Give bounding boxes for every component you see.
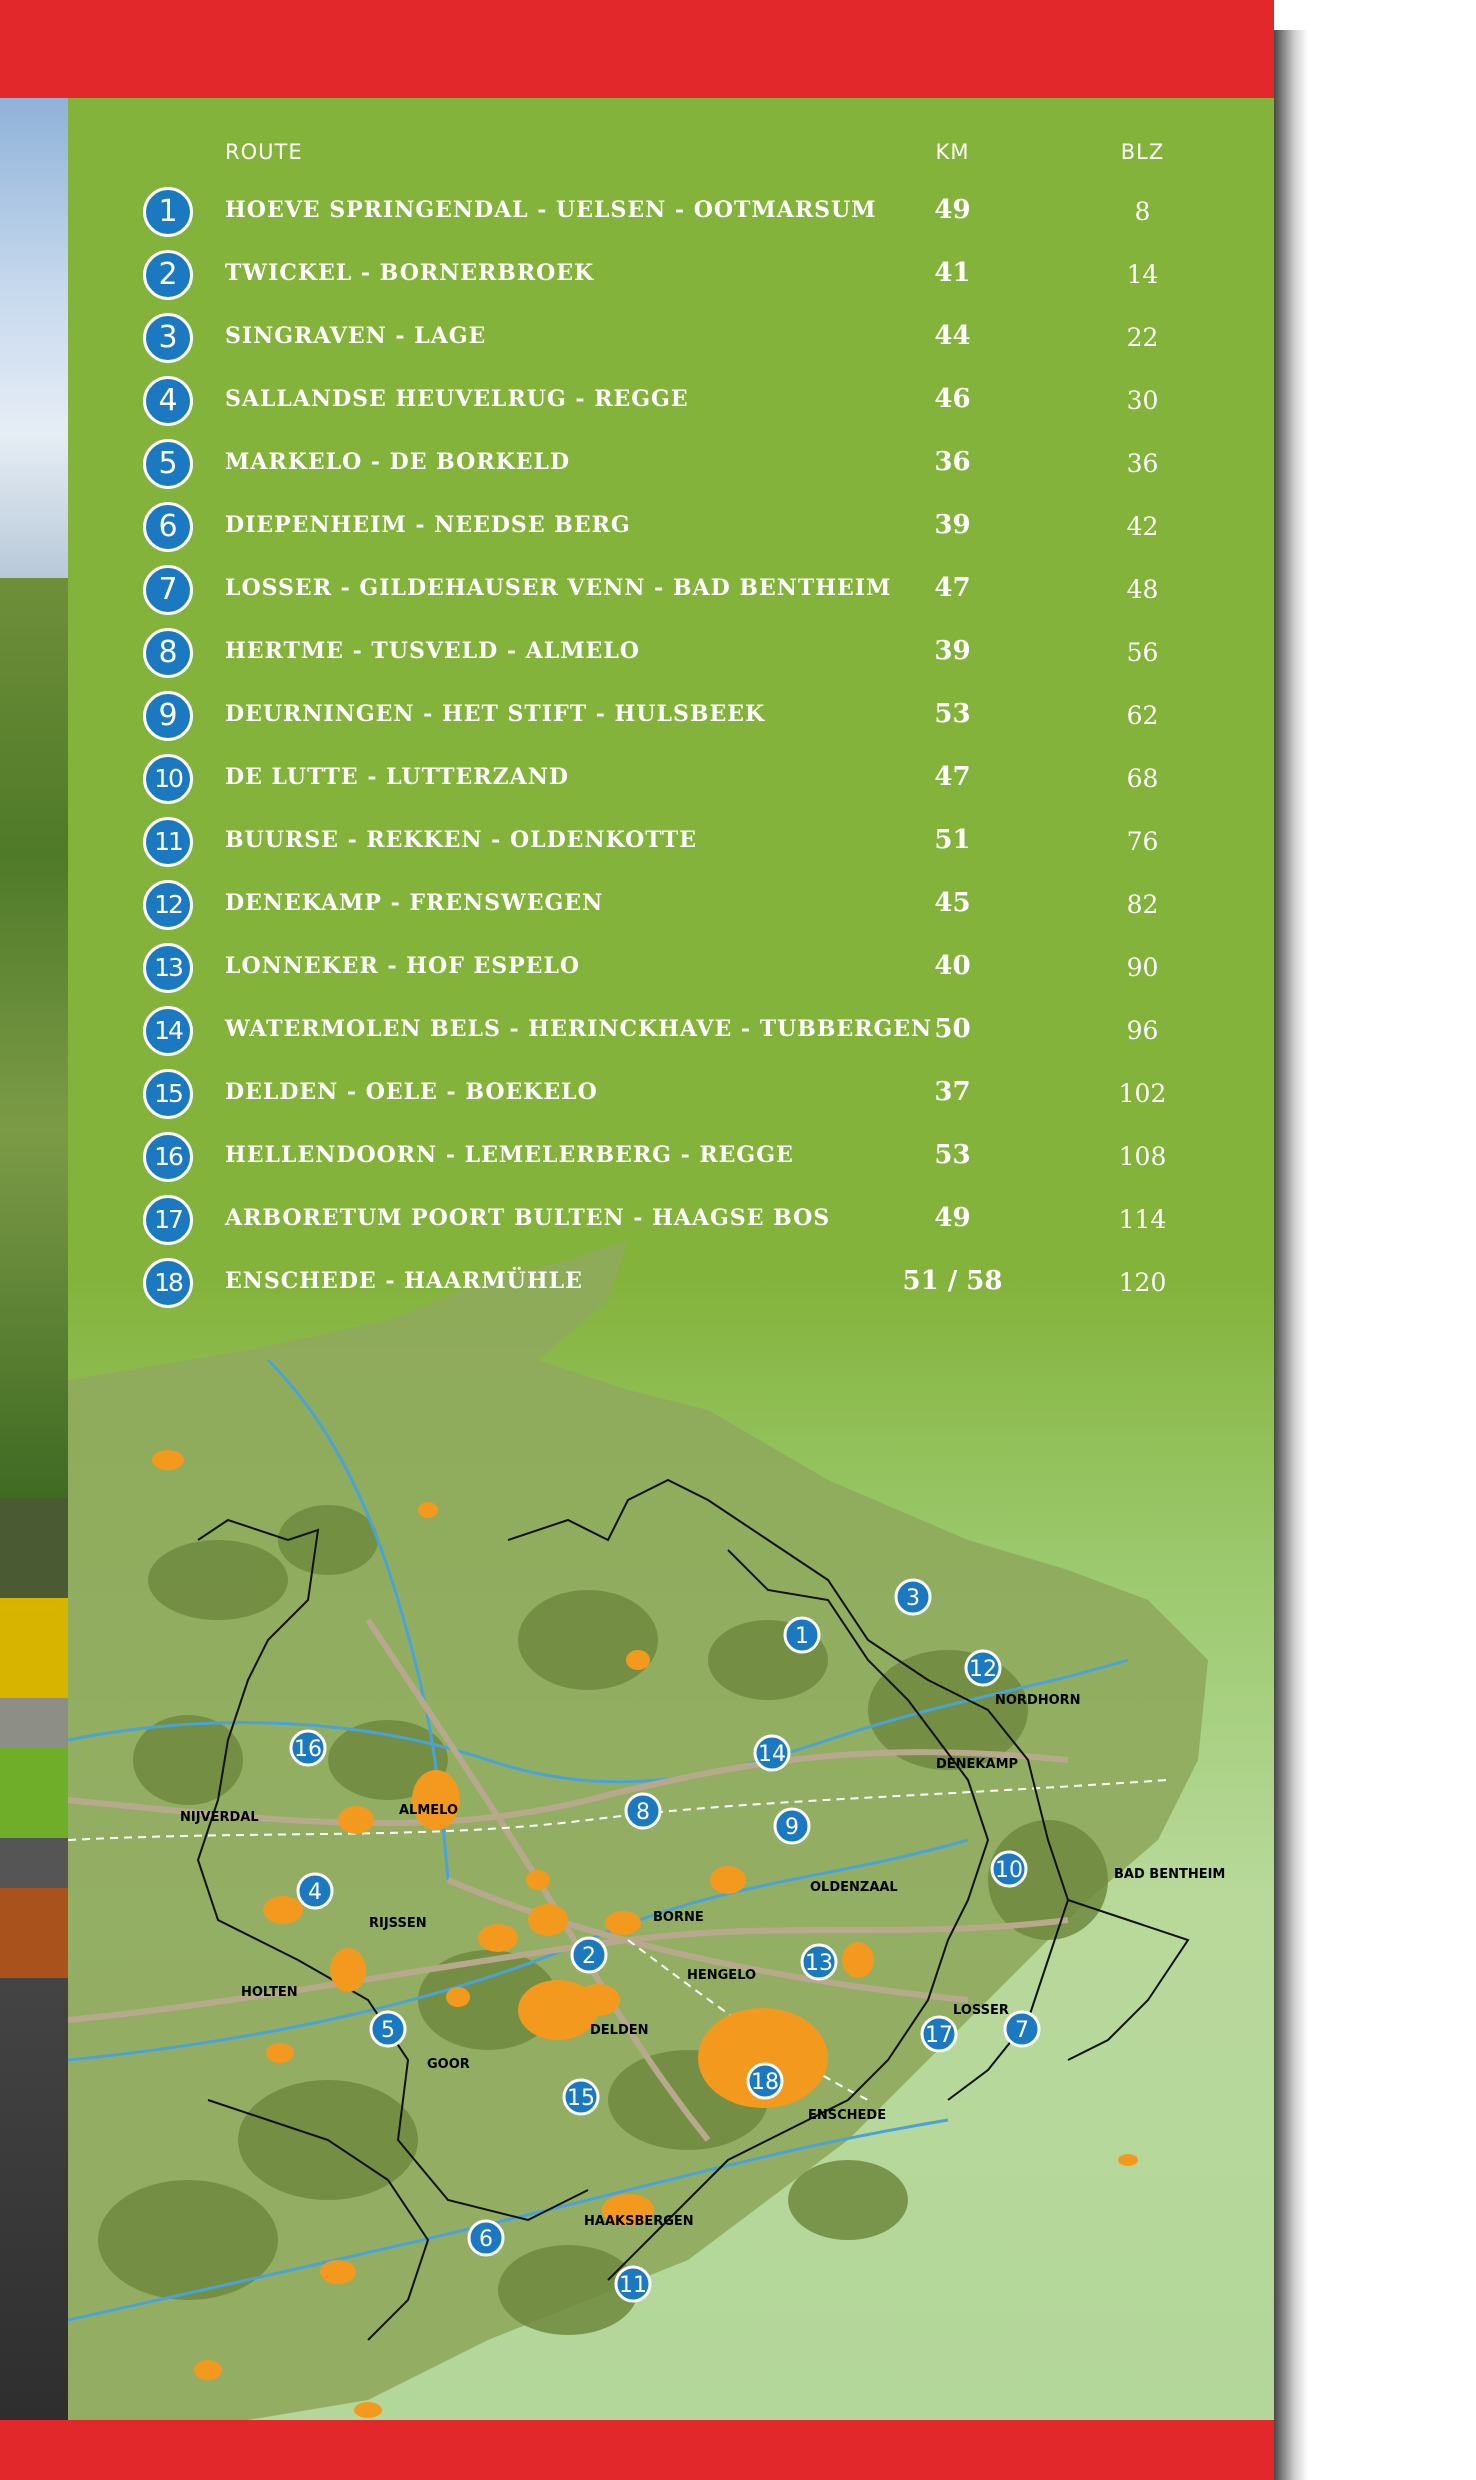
- top-red-band: [0, 0, 1274, 98]
- route-row[interactable]: [0, 309, 1274, 372]
- route-number-badge: 4: [143, 376, 193, 426]
- route-km: 40: [934, 951, 971, 981]
- route-name: MARKELO - DE BORKELD: [225, 449, 571, 475]
- header-km: KM: [935, 140, 970, 164]
- map-marker[interactable]: [775, 1809, 809, 1843]
- route-page: 48: [1126, 575, 1159, 604]
- svg-text:10: 10: [995, 1858, 1023, 1883]
- route-name: LONNEKER - HOF ESPELO: [225, 953, 581, 979]
- map-marker[interactable]: [896, 1580, 930, 1614]
- svg-text:4: 4: [308, 1880, 322, 1905]
- svg-text:2: 2: [582, 1944, 596, 1969]
- route-row[interactable]: [0, 1065, 1274, 1128]
- map-marker[interactable]: [922, 2017, 956, 2051]
- town-label: DELDEN: [590, 2023, 649, 2038]
- route-km: 46: [934, 384, 971, 414]
- svg-text:7: 7: [1015, 2018, 1029, 2043]
- town-label: OLDENZAAL: [810, 1880, 898, 1895]
- route-number-badge: 8: [143, 628, 193, 678]
- map-marker[interactable]: [785, 1618, 819, 1652]
- route-page: 96: [1126, 1016, 1159, 1045]
- town-label: HENGELO: [687, 1968, 757, 1983]
- route-page: 42: [1126, 512, 1159, 541]
- map-marker[interactable]: [616, 2267, 650, 2301]
- route-km: 47: [934, 762, 971, 792]
- svg-text:6: 6: [479, 2227, 493, 2252]
- route-name: WATERMOLEN BELS - HERINCKHAVE - TUBBERGEN: [225, 1016, 933, 1042]
- route-number-badge: 14: [143, 1006, 193, 1056]
- route-row[interactable]: [0, 435, 1274, 498]
- map-marker[interactable]: [564, 2080, 598, 2114]
- route-km: 36: [934, 447, 971, 477]
- route-map: [68, 1240, 1274, 2420]
- map-marker[interactable]: [469, 2221, 503, 2255]
- svg-text:8: 8: [636, 1800, 650, 1825]
- route-km: 53: [934, 699, 971, 729]
- header-route: ROUTE: [225, 140, 303, 164]
- town-label: NORDHORN: [995, 1693, 1081, 1708]
- route-page: 108: [1118, 1142, 1167, 1171]
- route-km: 51 / 58: [902, 1266, 1003, 1296]
- route-row[interactable]: [0, 561, 1274, 624]
- route-number-badge: 12: [143, 880, 193, 930]
- route-km: 37: [934, 1077, 971, 1107]
- route-name: HERTME - TUSVELD - ALMELO: [225, 638, 640, 664]
- map-marker[interactable]: [291, 1731, 325, 1765]
- route-km: 45: [934, 888, 971, 918]
- route-number-badge: 16: [143, 1132, 193, 1182]
- map-marker[interactable]: [992, 1852, 1026, 1886]
- route-km: 49: [934, 1203, 971, 1233]
- route-name: BUURSE - REKKEN - OLDENKOTTE: [225, 827, 697, 853]
- route-km: 41: [934, 258, 971, 288]
- route-page: 120: [1118, 1268, 1167, 1297]
- route-row[interactable]: [0, 246, 1274, 309]
- svg-text:14: 14: [758, 1742, 786, 1767]
- route-number-badge: 18: [143, 1258, 193, 1308]
- route-name: HOEVE SPRINGENDAL - UELSEN - OOTMARSUM: [225, 197, 877, 223]
- route-page: 102: [1118, 1079, 1167, 1108]
- route-number-badge: 15: [143, 1069, 193, 1119]
- town-label: DENEKAMP: [936, 1757, 1019, 1772]
- route-page: 22: [1126, 323, 1159, 352]
- page-shadow: [1274, 30, 1308, 2480]
- route-row[interactable]: [0, 813, 1274, 876]
- route-name: DELDEN - OELE - BOEKELO: [225, 1079, 598, 1105]
- town-label: GOOR: [427, 2057, 470, 2072]
- header-blz: BLZ: [1120, 140, 1165, 164]
- map-marker[interactable]: [755, 1736, 789, 1770]
- map-marker[interactable]: [371, 2012, 405, 2046]
- svg-text:17: 17: [925, 2023, 953, 2048]
- town-label: NIJVERDAL: [180, 1810, 259, 1825]
- bottom-red-band: [0, 2420, 1274, 2480]
- route-number-badge: 2: [143, 250, 193, 300]
- town-label: BORNE: [653, 1910, 704, 1925]
- route-row[interactable]: [0, 1191, 1274, 1254]
- route-page: 62: [1126, 701, 1159, 730]
- map-marker[interactable]: [748, 2064, 782, 2098]
- route-name: ARBORETUM POORT BULTEN - HAAGSE BOS: [225, 1205, 831, 1231]
- route-row[interactable]: [0, 750, 1274, 813]
- route-number-badge: 6: [143, 502, 193, 552]
- route-row[interactable]: [0, 687, 1274, 750]
- route-name: HELLENDOORN - LEMELERBERG - REGGE: [225, 1142, 794, 1168]
- route-number-badge: 7: [143, 565, 193, 615]
- map-marker[interactable]: [802, 1945, 836, 1979]
- route-name: TWICKEL - BORNERBROEK: [225, 260, 595, 286]
- route-page: 8: [1134, 197, 1151, 226]
- route-page: 68: [1126, 764, 1159, 793]
- route-km: 39: [934, 636, 971, 666]
- town-label: ENSCHEDE: [808, 2108, 887, 2123]
- svg-text:12: 12: [969, 1657, 997, 1682]
- route-row[interactable]: [0, 1254, 1274, 1317]
- svg-text:18: 18: [751, 2070, 779, 2095]
- route-km: 51: [934, 825, 971, 855]
- route-row[interactable]: [0, 876, 1274, 939]
- map-marker[interactable]: [298, 1874, 332, 1908]
- svg-text:9: 9: [785, 1815, 799, 1840]
- svg-text:3: 3: [906, 1586, 920, 1611]
- route-page: 90: [1126, 953, 1159, 982]
- route-name: DENEKAMP - FRENSWEGEN: [225, 890, 604, 916]
- route-page: 36: [1126, 449, 1159, 478]
- town-label: BAD BENTHEIM: [1114, 1867, 1226, 1882]
- town-label: LOSSER: [953, 2003, 1009, 2018]
- svg-text:11: 11: [619, 2273, 647, 2298]
- route-number-badge: 1: [143, 187, 193, 237]
- route-km: 49: [934, 195, 971, 225]
- route-km: 53: [934, 1140, 971, 1170]
- route-page: 82: [1126, 890, 1159, 919]
- route-row[interactable]: [0, 498, 1274, 561]
- map-marker[interactable]: [572, 1938, 606, 1972]
- route-number-badge: 9: [143, 691, 193, 741]
- route-page: 30: [1126, 386, 1159, 415]
- route-row[interactable]: [0, 372, 1274, 435]
- route-name: LOSSER - GILDEHAUSER VENN - BAD BENTHEIM: [225, 575, 892, 601]
- route-km: 44: [934, 321, 971, 351]
- svg-text:5: 5: [381, 2018, 395, 2043]
- map-marker[interactable]: [1005, 2012, 1039, 2046]
- route-name: DIEPENHEIM - NEEDSE BERG: [225, 512, 631, 538]
- town-label: HOLTEN: [241, 1985, 298, 2000]
- svg-text:13: 13: [805, 1951, 833, 1976]
- route-name: SINGRAVEN - LAGE: [225, 323, 487, 349]
- route-km: 39: [934, 510, 971, 540]
- route-row[interactable]: [0, 1128, 1274, 1191]
- svg-text:16: 16: [294, 1737, 322, 1762]
- route-name: DEURNINGEN - HET STIFT - HULSBEEK: [225, 701, 766, 727]
- route-number-badge: 10: [143, 754, 193, 804]
- svg-text:15: 15: [567, 2086, 595, 2111]
- route-row[interactable]: [0, 624, 1274, 687]
- route-page: 56: [1126, 638, 1159, 667]
- route-row[interactable]: [0, 1002, 1274, 1065]
- route-number-badge: 13: [143, 943, 193, 993]
- map-marker[interactable]: [626, 1794, 660, 1828]
- route-row[interactable]: [0, 939, 1274, 1002]
- town-label: ALMELO: [399, 1803, 459, 1818]
- route-number-badge: 5: [143, 439, 193, 489]
- route-km: 50: [934, 1014, 971, 1044]
- route-km: 47: [934, 573, 971, 603]
- route-page: 114: [1118, 1205, 1167, 1234]
- route-row[interactable]: [0, 183, 1274, 246]
- map-marker[interactable]: [966, 1651, 1000, 1685]
- route-number-badge: 17: [143, 1195, 193, 1245]
- route-number-badge: 11: [143, 817, 193, 867]
- route-name: ENSCHEDE - HAARMÜHLE: [225, 1268, 583, 1294]
- town-label: HAAKSBERGEN: [584, 2214, 694, 2229]
- route-name: SALLANDSE HEUVELRUG - REGGE: [225, 386, 689, 412]
- route-page: 14: [1126, 260, 1159, 289]
- route-page: 76: [1126, 827, 1159, 856]
- svg-text:1: 1: [795, 1624, 809, 1649]
- route-name: DE LUTTE - LUTTERZAND: [225, 764, 569, 790]
- town-label: RIJSSEN: [369, 1916, 427, 1931]
- route-number-badge: 3: [143, 313, 193, 363]
